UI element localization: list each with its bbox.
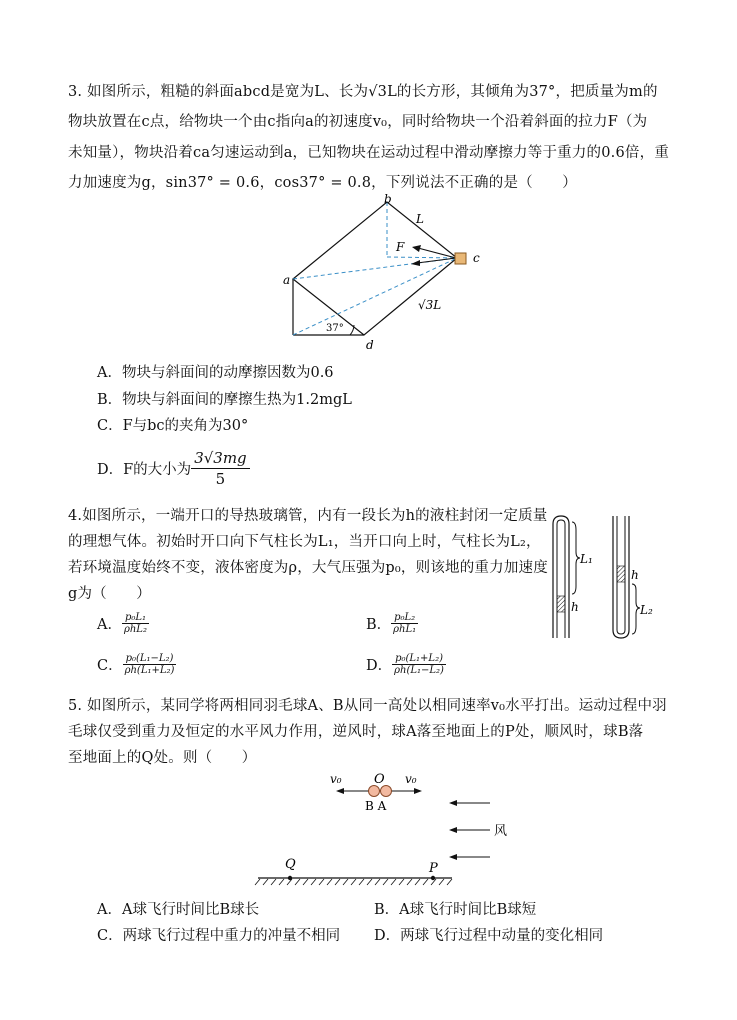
q4-option-b-label: B．: [366, 617, 392, 633]
q3-fig-label-F: F: [396, 240, 405, 254]
q4-text-line-1: 4.如图所示，一端开口的导热玻璃管，内有一段长为h的液柱封闭一定质量: [68, 508, 548, 524]
q4-option-b-denominator: ρhL₁: [393, 624, 417, 635]
q3-fig-label-angle: 37°: [326, 323, 344, 334]
q3-incline-figure: [270, 192, 500, 354]
q5-option-c: C．两球飞行过程中重力的冲量不相同: [97, 928, 341, 944]
q5-badminton-figure: [250, 766, 525, 888]
q4-fig-label-h-right: h: [631, 568, 639, 582]
q3-option-d-prefix: D．F的大小为: [97, 462, 192, 478]
q5-text-line-1: 5. 如图所示，某同学将两相同羽毛球A、B从同一高处以相同速率v₀水平打出。运动过程中羽: [68, 698, 667, 714]
q5-fig-label-v0-right: v₀: [405, 772, 417, 786]
q5-option-d: D．两球飞行过程中动量的变化相同: [374, 928, 604, 944]
q5-text-line-2: 毛球仅受到重力及恒定的水平风力作用，逆风时，球A落至地面上的P处，顺风时，球B落: [68, 724, 644, 740]
q4-option-c-label: C．: [97, 658, 123, 674]
q4-fig-label-h-left: h: [571, 600, 579, 614]
q3-text-line-2: 物块放置在c点，给物块一个由c指向a的初速度v₀，同时给物块一个沿着斜面的拉力F（为: [68, 114, 648, 130]
q5-text-line-3: 至地面上的Q处。则（ ）: [68, 750, 257, 766]
q3-option-d-denominator: 5: [215, 470, 226, 488]
q3-fig-label-b: b: [384, 192, 392, 206]
q3-option-d-fraction: [191, 448, 249, 489]
q4-option-d-fraction: [392, 653, 446, 676]
q3-fig-label-L: L: [416, 212, 424, 226]
q3-option-a: A．物块与斜面间的动摩擦因数为0.6: [97, 365, 334, 381]
q3-option-d-numerator: 3√3mg: [191, 448, 249, 469]
q4-option-d-numerator: p₀(L₁+L₂): [392, 653, 446, 665]
q4-option-a: [97, 612, 149, 635]
q5-fig-label-v0-left: v₀: [330, 772, 342, 786]
q4-option-c-numerator: p₀(L₁−L₂): [123, 653, 177, 665]
q4-fig-label-L2: L₂: [640, 603, 653, 617]
q4-option-c: [97, 653, 176, 676]
q4-option-d-denominator: ρh(L₁−L₂): [394, 665, 444, 676]
q5-fig-label-O: O: [374, 772, 385, 787]
q3-option-c: C．F与bc的夹角为30°: [97, 418, 249, 434]
q4-option-d-label: D．: [366, 658, 393, 674]
q3-fig-label-d: d: [366, 338, 374, 352]
q3-fig-label-c: c: [473, 251, 480, 265]
q4-option-b-fraction: [391, 612, 418, 635]
q5-option-b: B．A球飞行时间比B球短: [374, 902, 537, 918]
q4-option-b-numerator: p₀L₂: [391, 612, 418, 624]
q4-option-a-numerator: p₀L₁: [122, 612, 149, 624]
q4-text-line-2: 的理想气体。初始时开口向下气柱长为L₁，当开口向上时，气柱长为L₂，: [68, 534, 541, 550]
q5-fig-label-BA: B A: [365, 799, 387, 813]
q5-option-a: A．A球飞行时间比B球长: [97, 902, 260, 918]
q3-fig-label-a: a: [283, 273, 291, 287]
q5-fig-label-P: P: [429, 861, 438, 876]
q4-text-line-3: 若环境温度始终不变，液体密度为ρ，大气压强为p₀，则该地的重力加速度: [68, 560, 548, 576]
q4-option-d: [366, 653, 446, 676]
q5-fig-label-Q: Q: [285, 857, 296, 872]
q4-fig-label-L1: L₁: [580, 552, 593, 566]
q4-text-line-4: g为（ ）: [68, 586, 151, 602]
q4-option-a-fraction: [122, 612, 149, 635]
q3-fig-label-sqrt3L: √3L: [418, 298, 442, 312]
q4-option-c-fraction: [123, 653, 177, 676]
q3-option-b: B．物块与斜面间的摩擦生热为1.2mgL: [97, 392, 352, 408]
q4-option-c-denominator: ρh(L₁+L₂): [124, 665, 175, 676]
q4-tube-figure: [540, 510, 670, 645]
q3-text-line-1: 3. 如图所示，粗糙的斜面abcd是宽为L、长为√3L的长方形，其倾角为37°，把质量为m的: [68, 84, 658, 100]
q4-option-a-label: A．: [97, 617, 122, 633]
q3-text-line-4: 力加速度为g，sin37° = 0.6，cos37° = 0.8，下列说法不正确的是（ ）: [68, 175, 577, 191]
q3-text-line-3: 未知量），物块沿着ca匀速运动到a，已知物块在运动过程中滑动摩擦力等于重力的0.6倍，重: [68, 145, 670, 161]
q4-option-a-denominator: ρhL₂: [123, 624, 147, 635]
q3-option-d: [97, 448, 250, 489]
q5-fig-label-wind: 风: [494, 824, 508, 839]
q4-option-b: [366, 612, 418, 635]
